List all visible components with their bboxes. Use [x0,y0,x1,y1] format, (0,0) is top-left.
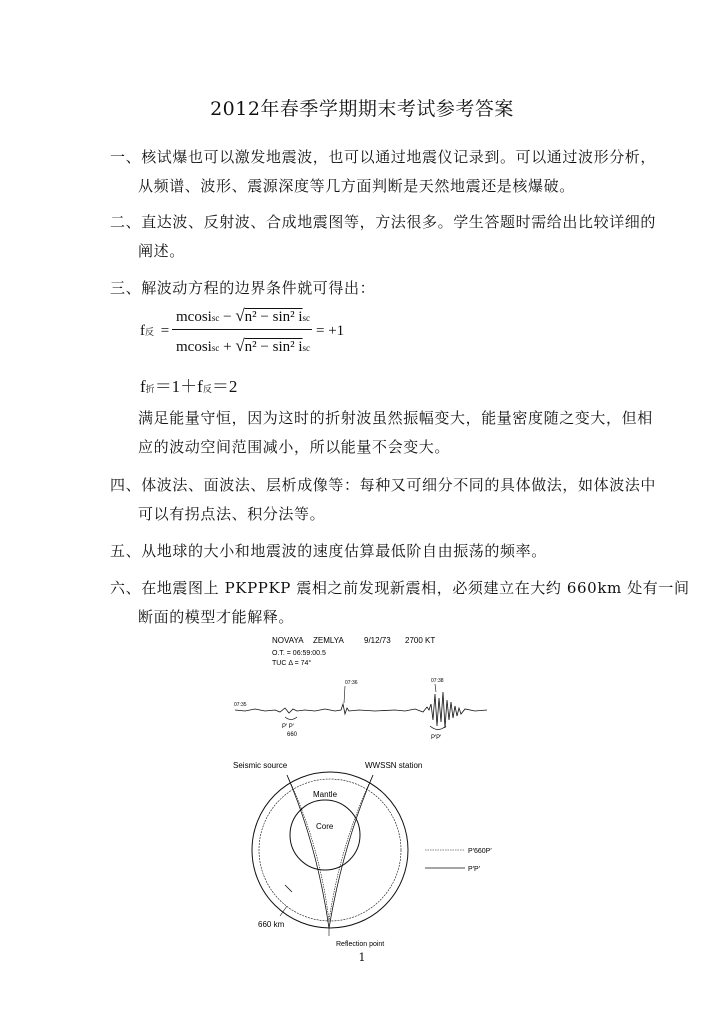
q4-line2: 可以有拐点法、积分法等。 [138,505,326,523]
page-title: 2012年春季学期期末考试参考答案 [210,98,514,120]
page-number: 1 [358,951,366,964]
fig-reflection-label: Reflection point [336,941,385,948]
fig-event: NOVAYA [272,636,304,645]
seismogram-trace [235,692,487,728]
fig-legend-p660p: P′660P′ [468,848,492,855]
fig-phase1: P′ P′ [282,724,294,730]
fig-mantle-label: Mantle [313,790,338,799]
fig-place: ZEMLYA [313,636,344,645]
fig-phase1b: 660 [287,732,298,738]
seismogram-figure [225,630,525,960]
fig-legend-pp: P′P′ [468,866,480,873]
q6-line1: 六、在地震图上 PKPPKP 震相之前发现新震相，必须建立在大约 660km 处有一间 [110,579,690,597]
fig-seismic-source-label: Seismic source [233,761,288,770]
q3-line4: 应的波动空间范围减小，所以能量不会变大。 [138,438,451,456]
q6-line2: 断面的模型才能解释。 [138,608,295,626]
formula-numerator: mcosisc − √n² − sin² isc [176,306,311,325]
transmission-formula: f折＝1＋f反＝2 [140,377,238,396]
formula-lhs: f [140,323,145,339]
q4-line1: 四、体波法、面波法、层析成像等：每种又可细分不同的具体做法，如体波法中 [110,476,657,494]
q1-line1: 一、核试爆也可以激发地震波，也可以通过地震仪记录到。可以通过波形分析， [110,148,657,166]
fig-station: TUC Δ = 74° [272,660,312,667]
q5-line1: 五、从地球的大小和地震波的速度估算最低阶自由振荡的频率。 [110,542,547,560]
q3-line1: 三、解波动方程的边界条件就可得出： [110,279,376,297]
fig-time3: 07:38 [431,678,444,684]
q2-line1: 二、直达波、反射波、合成地震图等，方法很多。学生答题时需给出比较详细的 [110,213,657,231]
fig-yield: 2700 KT [405,636,436,645]
fig-core-label: Core [316,822,334,831]
fig-origin-time: O.T. = 06:59:00.5 [272,650,326,657]
document-page: 2012年春季学期期末考试参考答案 一、核试爆也可以激发地震波，也可以通过地震仪记录到。可以通过波形分析， 从频谱、波形、震源深度等几方面判断是天然地震还是核爆破。 二、直达波、反射波、合成地震图等，方法很多。学生答题时需给出比较详细的 阐述。 三、解波动方程的边界条件就可得出： f反 = mcosisc − √n² − sin² isc mcosisc + √n² − sin² isc = +1 f折＝1＋f反＝2 满足能量守恒，因为这时的折射波虽然振幅变大，能量密度随之变大，但相 应的波动空间范围减小，所以能量不会变大。 四、体波法、面波法、层析成像等：每种又可细分不同的具体做法，如体波法中 可以有拐点法、积分法等。 五、从地球的大小和地震波的速度估算最低阶自由振荡的频率。 六、在地震图上 PKPPKP 震相之前发现新震相，必须建立在大约 660km 处有一间 断面的模型才能解释。 NOVAYA ZEMLYA 9/12/73 2700 KT O.T. = 06:59:00.5 TUC Δ = 74° 07:36 07:38 07:35 P′ P′ 660 P′P′ Seismic source WWSSN station Mantle Core P′660P′ P′P′ 660 km Reflection point 1 [0,0,724,1024]
fig-time2: 07:36 [345,680,358,686]
fig-date: 9/12/73 [364,636,391,645]
fig-phase2: P′P′ [431,735,442,741]
formula-lhs-sub: 反 [145,327,155,337]
q3-line3: 满足能量守恒，因为这时的折射波虽然振幅变大，能量密度随之变大，但相 [138,409,653,427]
fig-depth-label: 660 km [258,920,285,929]
formula-denominator: mcosisc + √n² − sin² isc [176,336,311,355]
fig-time1: 07:35 [234,702,247,708]
formula-result: = +1 [316,323,345,339]
fig-wwssn-label: WWSSN station [365,761,423,770]
q1-line2: 从频谱、波形、震源深度等几方面判断是天然地震还是核爆破。 [138,177,575,195]
q2-line2: 阐述。 [138,242,185,260]
